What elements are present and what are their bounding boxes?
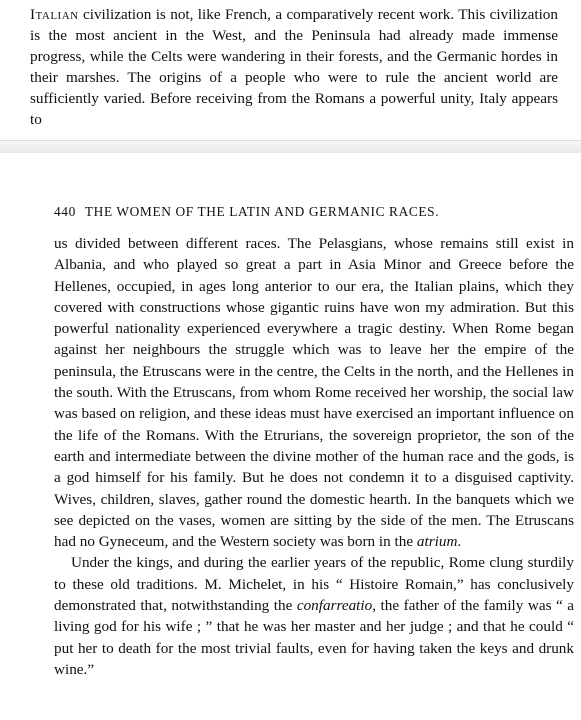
paragraph-text: us divided between different races. The Pelasgians, whose remains still exist in Albania, and who played so great a part in Asia Minor and Greece before the Hellenes, occupied, in ages long anterior to our era, the Italian plains, which they covered with constructions whose gigantic ruins have won my admiration. But this powerful nationality experienced everywhere a tragic destiny. When Rome began against her neighbours the struggle which was to leave her the empire of the peninsula, the Etruscans were in the centre, the Celts in the north, and the Hellenes in the south. With the Etruscans, from whom Rome received her worship, the social law was based on religion, and these ideas must have exercised an important influence on the life of the Romans. With the Etrurians, the sovereign proprietor, the son of the earth and intermediate between the divine mother of the human race and the gods, is a god himself for his family. But he does not condemn it to a disguised captivity. Wives, children, slaves, gather round the domestic hearth. In the banquets which we see depicted on the vases, women are sitting by the side of the men. The Etruscans had no Gyneceum, and the Western society was born in the (54, 235, 574, 551)
book-page (0, 153, 581, 720)
page-number: 440 (54, 204, 76, 219)
previous-page-body: civilization is not, like French, a comparatively recent work. This civilization is the most ancient in the West, and the Peninsula had already made immense progress, while the Celts were wandering in their forests, and the Germanic hordes in their marshes. The origins of a people who were to rule the ancient world are sufficiently varied. Before receiving from the Romans a powerful unity, Italy appears to (30, 6, 558, 128)
paragraph (54, 233, 574, 552)
italic-term: confarreatio (296, 597, 373, 615)
paragraph-text-end: . (457, 533, 462, 551)
italic-term: atrium (416, 533, 458, 551)
paragraph-text: Under the kings, and during the earlier years of the republic, Rome clung sturdily to these old traditions. M. Michelet, in his “ Histoire Romain,” has conclusively demonstrated that, notwithstanding the (54, 554, 574, 615)
running-header (54, 204, 574, 220)
previous-page-text (30, 4, 558, 130)
previous-page-fragment (0, 0, 581, 140)
opening-word: Italian (30, 6, 79, 23)
page-body (54, 233, 574, 680)
page-separator (0, 140, 581, 154)
paragraph-text-end: , the father of the family was “ a living god for his wife ; ” that he was her master and her judge ; and that he could “ put her to death for the most trivial faults, even for having taken the keys and drunk wine.” (54, 597, 574, 678)
paragraph (54, 552, 574, 680)
running-title: THE WOMEN OF THE LATIN AND GERMANIC RACES. (84, 204, 440, 219)
